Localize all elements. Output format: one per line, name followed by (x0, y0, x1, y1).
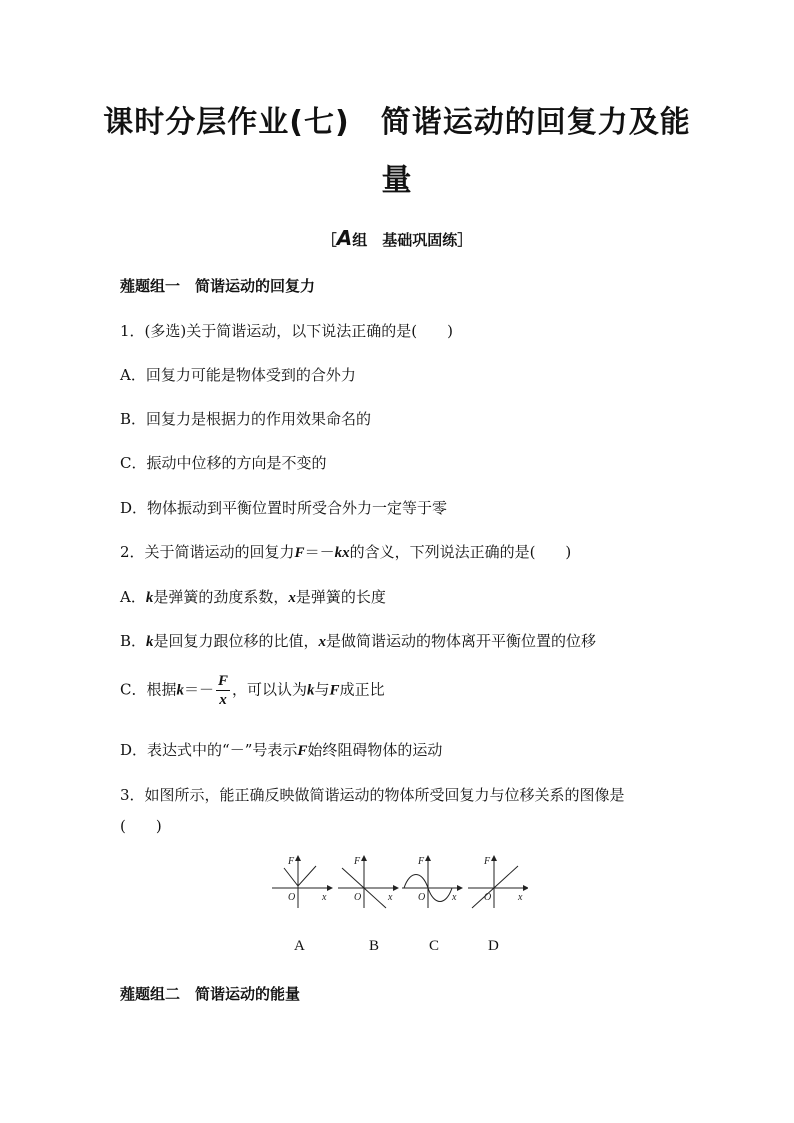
q2-option-b: B．k是回复力跟位移的比值，x是做简谐运动的物体离开平衡位置的位移 (120, 632, 597, 650)
bracket-close: ］ (457, 231, 473, 249)
section-heading-1: 薤题组一 简谐运动的回复力 (120, 277, 316, 295)
axis-label-f-d: F (484, 856, 491, 867)
q1-option-c: C．振动中位移的方向是不变的 (120, 454, 327, 472)
graph-label-b: B (369, 938, 380, 954)
page-title: 课时分层作业(七) 简谐运动的回复力及能 (103, 105, 691, 140)
group-tag (0, 226, 794, 250)
group-letter: A (336, 226, 353, 250)
axis-label-f-a: F (288, 856, 295, 867)
axis-label-f-b: F (354, 856, 361, 867)
fraction-f-over-x: $\frac{F}{x}$ (218, 673, 229, 708)
origin-label-a: O (288, 892, 296, 903)
q1-option-a: A．回复力可能是物体受到的合外力 (120, 366, 356, 384)
graph-label-d: D (488, 938, 499, 954)
page-title-continued: 量 (381, 163, 413, 198)
graph-label-a: A (294, 938, 305, 954)
axis-label-f-c: F (418, 856, 425, 867)
q2-option-c: C．根据k＝－ $\frac{F}{x}$ ，可以认为k与F成正比 (120, 673, 385, 708)
q2-option-a: A．k是弹簧的劲度系数，x是弹簧的长度 (120, 588, 386, 606)
group-text: 组 基础巩固练 (352, 231, 458, 249)
axis-label-x-a: x (322, 892, 327, 903)
origin-label-b: O (354, 892, 362, 903)
section-heading-2: 薤题组二 简谐运动的能量 (120, 985, 301, 1003)
origin-label-d: O (484, 892, 492, 903)
axis-label-x-c: x (452, 892, 457, 903)
origin-label-c: O (418, 892, 426, 903)
axis-label-x-b: x (388, 892, 393, 903)
q1-option-d: D．物体振动到平衡位置时所受合外力一定等于零 (120, 499, 448, 517)
bracket-open: ［ (321, 231, 337, 249)
force-displacement-graphs (268, 852, 528, 912)
q3-answer-paren: ( ) (120, 817, 162, 835)
graph-label-c: C (429, 938, 440, 954)
q2-stem: 2．关于简谐运动的回复力F＝－kx的含义，下列说法正确的是( ) (120, 543, 572, 561)
q2-option-d: D．表达式中的“－”号表示F始终阻碍物体的运动 (120, 741, 443, 759)
q1-stem: 1．(多选)关于简谐运动，以下说法正确的是( ) (120, 322, 453, 340)
q1-option-b: B．回复力是根据力的作用效果命名的 (120, 410, 372, 428)
q3-stem: 3．如图所示，能正确反映做简谐运动的物体所受回复力与位移关系的图像是 (120, 786, 625, 804)
axis-label-x-d: x (518, 892, 523, 903)
